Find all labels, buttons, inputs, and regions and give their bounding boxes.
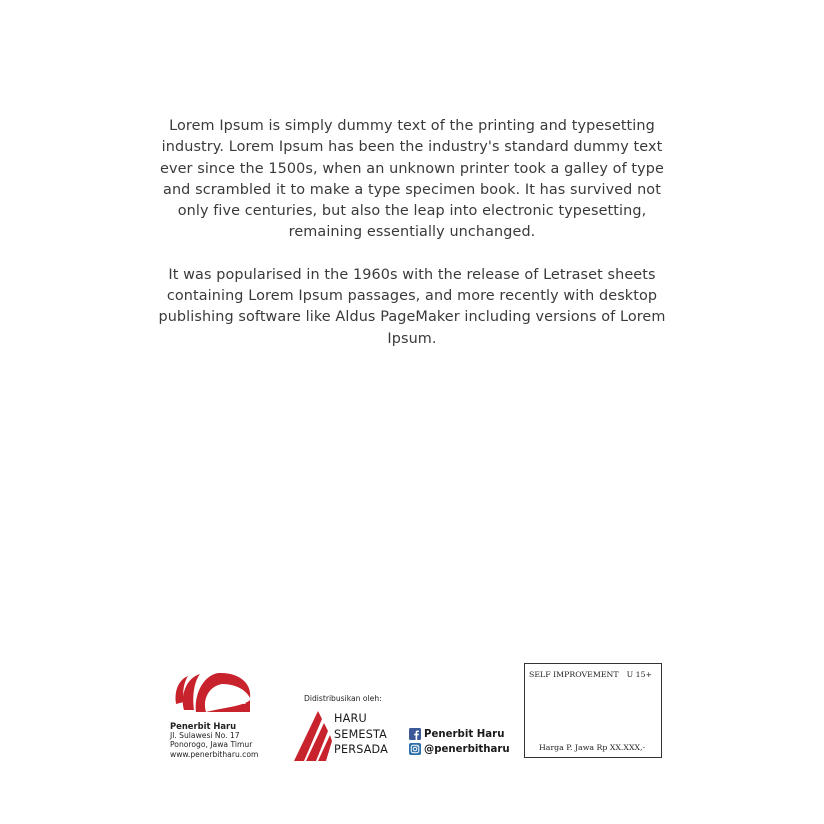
haru-semesta-persada-logo bbox=[292, 709, 334, 763]
publisher-info bbox=[170, 722, 282, 759]
blurb-paragraph-1: Lorem Ipsum is simply dummy text of the printing and typesetting industry. Lorem Ipsum has been the industry's standard dummy text ever since the 1500s, when an unknown printer took a galley of type and scrambled it to make a type specimen book. It has survived not only five centuries, but also the leap into electronic typesetting, remaining essentially unchanged. bbox=[160, 118, 664, 241]
category-rating bbox=[529, 670, 652, 679]
instagram-icon bbox=[409, 743, 421, 755]
distributor-name-line-1: HARU bbox=[334, 712, 367, 725]
publisher-address-line-1: Jl. Sulawesi No. 17 bbox=[170, 731, 240, 741]
distributor-block bbox=[292, 694, 412, 763]
haru-logo bbox=[172, 670, 254, 716]
distributor-name bbox=[334, 711, 388, 758]
facebook-handle: Penerbit Haru bbox=[424, 728, 505, 740]
distributor-name-line-2: SEMESTA bbox=[334, 727, 388, 741]
blurb-paragraph-2: It was popularised in the 1960s with the release of Letraset sheets containing Lorem Ipsum passages, and more recently with desktop publishing software like Aldus PageMaker including versions of Lorem Ipsum. bbox=[158, 266, 666, 347]
publisher-name: Penerbit Haru bbox=[170, 721, 237, 731]
social-links bbox=[409, 727, 510, 757]
blurb-text bbox=[150, 116, 674, 371]
age-rating: U 15+ bbox=[626, 670, 653, 679]
publisher-website: www.penerbitharu.com bbox=[170, 749, 259, 759]
publisher-address-line-2: Ponorogo, Jawa Timur bbox=[170, 740, 253, 750]
instagram-handle: @penerbitharu bbox=[424, 743, 510, 755]
haru-logo-text: haru bbox=[216, 693, 247, 708]
price-box bbox=[524, 663, 662, 758]
book-category: SELF IMPROVEMENT bbox=[529, 670, 619, 679]
facebook-row bbox=[409, 727, 510, 741]
instagram-row bbox=[409, 742, 510, 756]
facebook-icon bbox=[409, 728, 421, 740]
distributor-label: Didistribusikan oleh: bbox=[304, 694, 382, 703]
distributor-name-line-3: PERSADA bbox=[334, 743, 389, 756]
publisher-block bbox=[170, 670, 282, 759]
book-price: Harga P. Jawa Rp XX.XXX,- bbox=[539, 743, 646, 752]
